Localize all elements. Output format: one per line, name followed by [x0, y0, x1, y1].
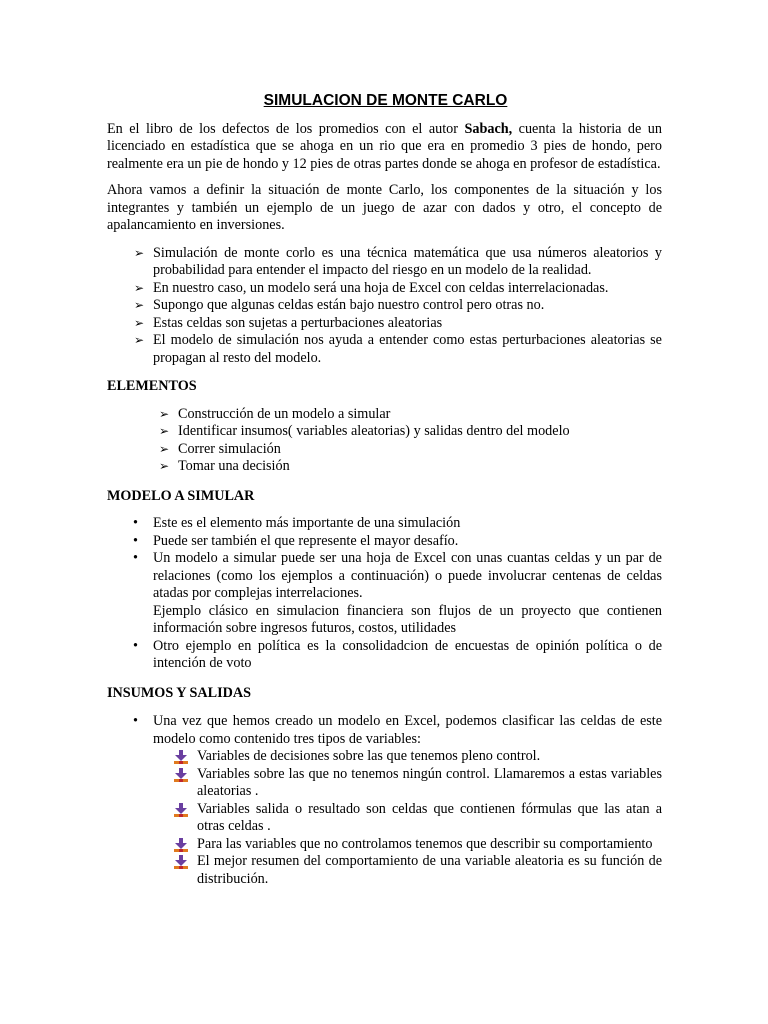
heading-modelo-a-simular: MODELO A SIMULAR: [107, 487, 255, 504]
list-item: • Un modelo a simular puede ser una hoja de Excel con unas cuantas celdas y un par de relaciones (como los ejemplos a continuación) o puede involucrar centenas de celdas atadas por complejas interrelaciones. Ejemplo clásico en simulacion financiera son flujos de un proyecto que contienen información sobre ingresos futuros, costos, utilidades: [133, 550, 662, 636]
arrow-bullet-icon: ➢: [134, 245, 145, 260]
dot-bullet-icon: •: [133, 532, 138, 549]
definition-paragraph: Ahora vamos a definir la situación de monte Carlo, los componentes de la situación y los integrantes y también un ejemplo de un juego de azar con dados y otro, el concepto de apalancamiento en inversiones.: [107, 182, 662, 233]
document-title: SIMULACION DE MONTE CARLO: [263, 92, 508, 109]
down-arrow-bullet-icon: [174, 838, 188, 852]
heading-elementos: ELEMENTOS: [107, 378, 197, 394]
list-item: ➢ Tomar una decisión: [159, 458, 290, 474]
list-item: ➢ Identificar insumos( variables aleatorias) y salidas dentro del modelo: [159, 423, 570, 439]
arrow-bullet-icon: ➢: [159, 406, 170, 421]
arrow-bullet-icon: ➢: [159, 441, 170, 456]
arrow-bullet-icon: ➢: [134, 298, 145, 312]
list-item: ➢ Supongo que algunas celdas están bajo nuestro control pero otras no.: [134, 297, 545, 313]
down-arrow-bullet-icon: [174, 750, 188, 764]
list-item: ➢ El modelo de simulación nos ayuda a entender como estas perturbaciones aleatorias se propagan al resto del modelo.: [134, 332, 662, 366]
list-item: • Puede ser también el que represente el mayor desafío.: [133, 532, 459, 549]
down-arrow-bullet-icon: [174, 855, 188, 869]
dot-bullet-icon: •: [133, 713, 138, 729]
list-item: Variables sobre las que no tenemos ningún control. Llamaremos a estas variables aleatorias .: [107, 766, 662, 801]
list-item: El mejor resumen del comportamiento de una variable aleatoria es su función de distribución.: [107, 853, 662, 888]
intro-text-end: cuenta la historia de un licenciado en estadística que se ahoga en un rio que era en promedio 3 pies de hondo, pero realmente era un pie de hondo y 12 pies de otras partes donde se ahoga en profesor de estadística.: [107, 120, 662, 172]
list-item: ➢ En nuestro caso, un modelo será una hoja de Excel con celdas interrelacionadas.: [134, 279, 609, 296]
down-arrow-bullet-icon: [174, 768, 188, 782]
list-item: • Otro ejemplo en política es la consolidadcion de encuestas de opinión política o de intención de voto: [133, 637, 662, 671]
dot-bullet-icon: •: [133, 550, 138, 566]
down-arrow-bullet-icon: [174, 803, 188, 817]
list-item: Variables de decisiones sobre las que tenemos pleno control.: [107, 748, 662, 766]
arrow-bullet-icon: ➢: [134, 333, 145, 347]
list-item: Variables salida o resultado son celdas que contienen fórmulas que las atan a otras celdas .: [107, 801, 662, 836]
intro-text-start: En el libro de los defectos de los promedios con el autor: [107, 120, 465, 137]
list-item: ➢ Construcción de un modelo a simular: [159, 405, 391, 422]
list-item: • Este es el elemento más importante de una simulación: [133, 515, 461, 531]
arrow-bullet-icon: ➢: [134, 315, 145, 330]
arrow-bullet-icon: ➢: [159, 424, 170, 438]
bullet-list-elementos: [107, 406, 662, 476]
intro-paragraph: [107, 121, 662, 174]
list-item-continuation: Ejemplo clásico en simulacion financiera son flujos de un proyecto que contienen información sobre ingresos futuros, costos, utilidades: [153, 602, 662, 636]
list-item: ➢ Simulación de monte corlo es una técnica matemática que usa números aleatorios y probabilidad para entender el impacto del riesgo en un modelo de la realidad.: [134, 244, 662, 278]
list-item: Para las variables que no controlamos tenemos que describir su comportamiento: [107, 836, 662, 854]
dot-bullet-icon: •: [133, 515, 138, 531]
bullet-list-modelo: [107, 515, 662, 673]
list-item: ➢ Correr simulación: [159, 440, 281, 457]
heading-insumos-y-salidas: INSUMOS Y SALIDAS: [107, 684, 252, 701]
dot-bullet-icon: •: [133, 637, 138, 654]
list-item: ➢ Estas celdas son sujetas a perturbaciones aleatorias: [134, 314, 443, 331]
list-item: • Una vez que hemos creado un modelo en Excel, podemos clasificar las celdas de este modelo como contenido tres tipos de variables:: [133, 713, 662, 747]
arrow-bullet-icon: ➢: [159, 459, 170, 473]
bullet-list-insumos: [107, 713, 662, 748]
bullet-list-definition: [107, 245, 662, 368]
arrow-bullet-icon: ➢: [134, 280, 145, 295]
author-name: Sabach,: [464, 120, 513, 137]
document-page: [107, 92, 662, 888]
sub-bullet-list-variables: [107, 748, 662, 888]
